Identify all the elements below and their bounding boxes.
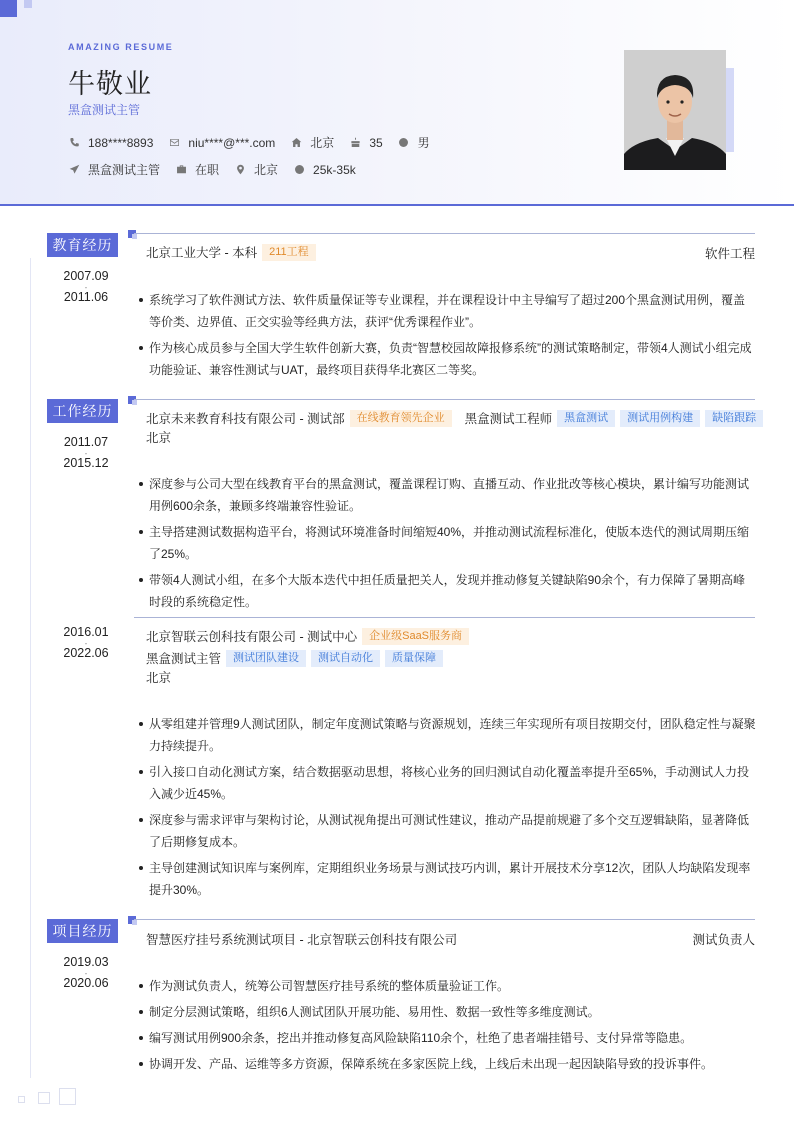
start-date: 2007.09: [63, 269, 109, 283]
job-city: 北京: [146, 431, 172, 445]
contact-row: [68, 134, 445, 151]
date-separator: -: [84, 448, 88, 458]
hometown-info: [290, 134, 334, 151]
salary-text: 25k-35k: [313, 162, 356, 177]
company-tag: 在线教育领先企业: [350, 410, 452, 427]
intent-city-text: 北京: [254, 163, 279, 177]
project-bullets: [136, 975, 756, 1079]
cake-icon: [349, 137, 361, 149]
section-marker: [128, 396, 136, 404]
project-role: 测试负责人: [692, 933, 755, 947]
list-item: 主导搭建测试数据构造平台，将测试环境准备时间缩短40%，并推动测试流程标准化，使版本迭代的测试周期压缩了25%。: [136, 521, 756, 565]
resume-tagline: AMAZING RESUME: [68, 42, 174, 52]
date-separator: -: [84, 968, 88, 978]
work-heading-1: [146, 409, 763, 427]
gender-text: 男: [417, 136, 430, 150]
project-dates: [50, 956, 122, 989]
list-item: 带领4人测试小组，在多个大版本迭代中担任质量把关人，发现并推动修复关键缺陷90余个，有力保障了暑期高峰时段的系统稳定性。: [136, 569, 756, 613]
list-item: 作为测试负责人，统筹公司智慧医疗挂号系统的整体质量验证工作。: [136, 975, 756, 997]
section-label-work: 工作经历: [47, 399, 118, 423]
phone-text: 188****8893: [88, 135, 154, 150]
project-name: 智慧医疗挂号系统测试项目 - 北京智联云创科技有限公司: [146, 933, 458, 947]
list-item: 引入接口自动化测试方案，结合数据驱动思想，将核心业务的回归测试自动化覆盖率提升至65%，手动测试人力投入减少近45%。: [136, 761, 756, 805]
timeline-line: [30, 258, 31, 1078]
major: 软件工程: [704, 247, 755, 261]
company-tag: 企业级SaaS服务商: [362, 628, 469, 645]
start-date: 2011.07: [63, 435, 109, 449]
resume-header: [0, 0, 794, 206]
job-position: 黑盒测试工程师: [464, 412, 553, 426]
phone-info: [68, 136, 153, 150]
education-heading: [146, 243, 316, 261]
email-info: [168, 136, 275, 150]
send-icon: [68, 164, 80, 176]
phone-icon: [68, 137, 80, 149]
section-label-project: 项目经历: [47, 919, 118, 943]
age-info: [349, 136, 382, 150]
work-bullets-1: [136, 473, 756, 617]
date-separator: -: [84, 638, 88, 648]
list-item: 深度参与需求评审与架构讨论，从测试视角提出可测试性建议，推动产品提前规避了多个交互逻辑缺陷，显著降低了后期修复成本。: [136, 809, 756, 853]
footer-decoration: [38, 1092, 50, 1104]
corner-decoration: [0, 0, 17, 17]
list-item: 编写测试用例900余条，挖出并推动修复高风险缺陷110余个，杜绝了患者端挂错号、支付异常等隐患。: [136, 1027, 756, 1049]
end-date: 2020.06: [63, 975, 109, 990]
company-name: 北京智联云创科技有限公司 - 测试中心: [146, 630, 358, 644]
list-item: 协调开发、产品、运维等多方资源，保障系统在多家医院上线，上线后未出现一起因缺陷导致的投诉事件。: [136, 1053, 756, 1075]
email-text: niu****@***.com: [188, 135, 276, 150]
work-dates-2: [50, 626, 122, 659]
location-icon: [234, 164, 246, 176]
skill-tag: 质量保障: [385, 650, 443, 667]
list-item: 作为核心成员参与全国大学生软件创新大赛，负责“智慧校园故障报修系统”的测试策略制定，带领4人测试小组完成功能验证、兼容性测试与UAT，最终项目获得华北赛区二等奖。: [136, 337, 756, 381]
project-heading: [146, 930, 457, 948]
job-intent-row: [68, 161, 371, 178]
hometown-text: 北京: [310, 136, 335, 150]
profile-photo: [624, 50, 726, 170]
work-city-2: [146, 668, 171, 686]
skill-tag: 测试团队建设: [226, 650, 306, 667]
candidate-name: 牛敬业: [68, 69, 152, 99]
date-separator: -: [84, 282, 88, 292]
start-date: 2019.03: [63, 955, 109, 969]
work-heading-2: [146, 627, 469, 645]
work-bullets-2: [136, 713, 756, 905]
salary-info: [293, 163, 356, 177]
intent-position-info: [68, 161, 160, 178]
section-rule: [134, 399, 755, 400]
age-text: 35: [369, 135, 383, 150]
status-info: [175, 161, 219, 178]
work-dates-1: [50, 436, 122, 469]
corner-decoration-small: [24, 0, 32, 8]
list-item: 系统学习了软件测试方法、软件质量保证等专业课程，并在课程设计中主导编写了超过200个黑盒测试用例，覆盖等价类、边界值、正交实验等经典方法，获评“优秀课程作业”。: [136, 289, 756, 333]
intent-city-info: [234, 161, 278, 178]
gender-info: [398, 134, 430, 151]
education-bullets: [136, 289, 756, 385]
work-city-1: [146, 428, 171, 446]
section-label-education: 教育经历: [47, 233, 118, 257]
end-date: 2011.06: [63, 289, 109, 304]
work-position-2: [146, 649, 443, 667]
section-marker: [128, 916, 136, 924]
list-item: 主导创建测试知识库与案例库，定期组织业务场景与测试技巧内训，累计开展技术分享12次，团队人均缺陷发现率提升30%。: [136, 857, 756, 901]
school-name: 北京工业大学 - 本科: [146, 246, 258, 260]
candidate-title: 黑盒测试主管: [68, 103, 141, 117]
company-name: 北京未来教育科技有限公司 - 测试部: [146, 412, 345, 426]
footer-decoration: [18, 1096, 25, 1103]
list-item: 从零组建并管理9人测试团队，制定年度测试策略与资源规划，连续三年实现所有项目按期交付，团队稳定性与凝聚力持续提升。: [136, 713, 756, 757]
job-city: 北京: [146, 671, 172, 685]
intent-position-text: 黑盒测试主管: [88, 163, 161, 177]
start-date: 2016.01: [63, 625, 109, 639]
money-icon: [293, 164, 305, 176]
skill-tag: 测试用例构建: [620, 410, 700, 427]
status-text: 在职: [195, 163, 220, 177]
section-marker: [128, 230, 136, 238]
list-item: 制定分层测试策略，组织6人测试团队开展功能、易用性、数据一致性等多维度测试。: [136, 1001, 756, 1023]
end-date: 2015.12: [63, 455, 109, 470]
mail-icon: [168, 137, 180, 149]
school-tag: 211工程: [262, 244, 316, 261]
job-position: 黑盒测试主管: [146, 652, 222, 666]
footer-decoration: [59, 1088, 76, 1105]
entry-divider: [134, 617, 755, 618]
gender-icon: [398, 137, 410, 149]
skill-tag: 黑盒测试: [557, 410, 615, 427]
skill-tag: 缺陷跟踪: [705, 410, 763, 427]
education-dates: [50, 270, 122, 303]
briefcase-icon: [175, 164, 187, 176]
list-item: 深度参与公司大型在线教育平台的黑盒测试，覆盖课程订购、直播互动、作业批改等核心模块，累计编写功能测试用例600余条，兼顾多终端兼容性验证。: [136, 473, 756, 517]
section-rule: [134, 919, 755, 920]
section-rule: [134, 233, 755, 234]
home-icon: [290, 137, 302, 149]
end-date: 2022.06: [63, 645, 109, 660]
skill-tag: 测试自动化: [311, 650, 380, 667]
